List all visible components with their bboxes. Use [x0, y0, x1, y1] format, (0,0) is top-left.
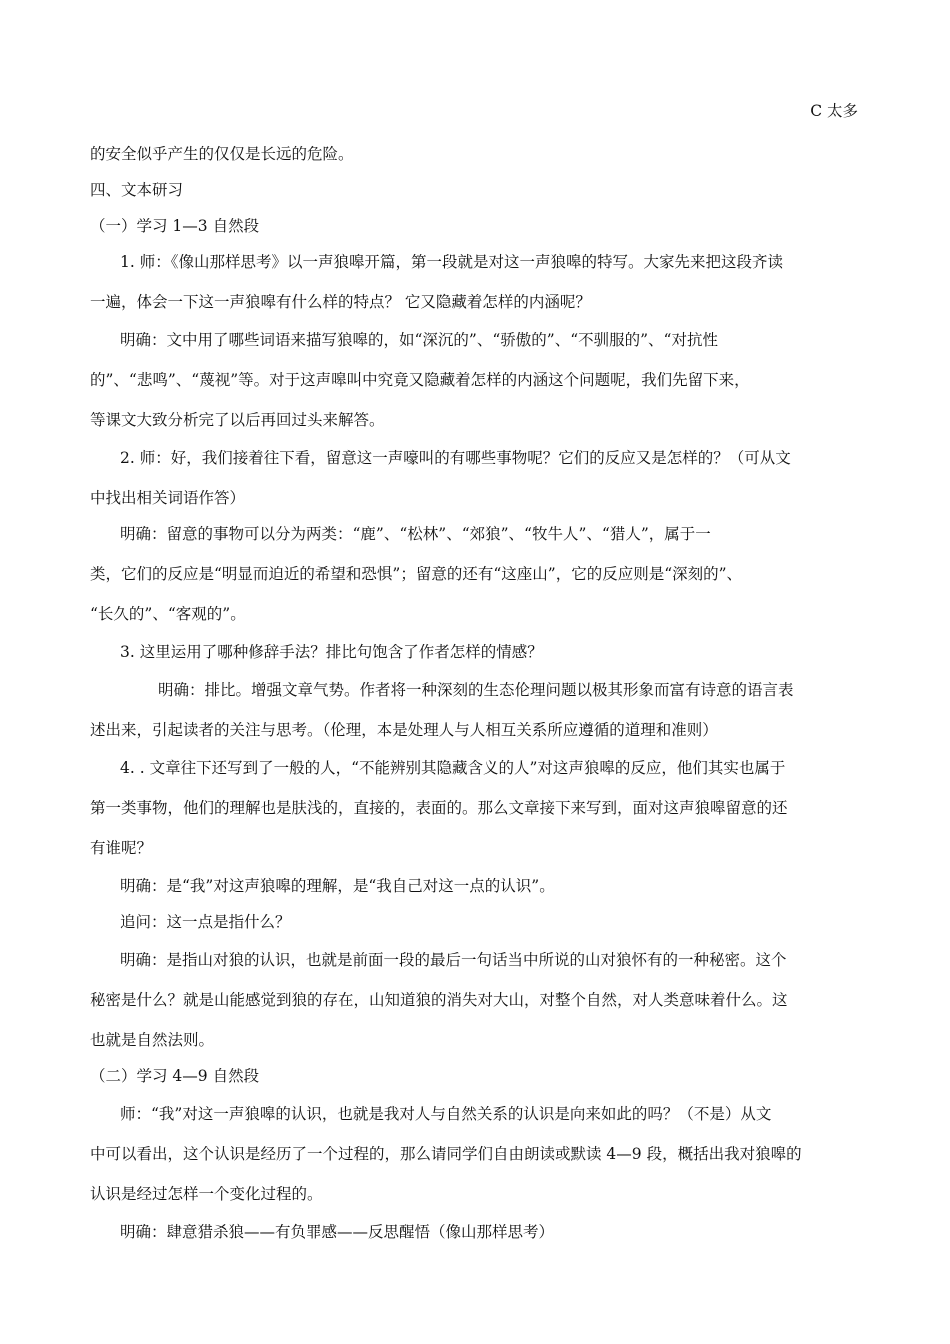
- text-line: 4. . 文章往下还写到了一般的人，“不能辨别其隐藏含义的人”对这声狼嗥的反应，他们其实也属于: [120, 759, 786, 777]
- text-line: 一遍，体会一下这一声狼嗥有什么样的特点？ 它又隐藏着怎样的内涵呢？: [90, 293, 591, 311]
- text-line: 明确：排比。增强文章气势。作者将一种深刻的生态伦理问题以极其形象而富有诗意的语言表: [158, 681, 794, 699]
- text-line: 3. 这里运用了哪种修辞手法？排比句饱含了作者怎样的情感？: [120, 643, 543, 661]
- text-line: 明确：是“我”对这声狼嗥的理解，是“我自己对这一点的认识”。: [120, 877, 555, 895]
- text-line: 2. 师：好，我们接着往下看，留意这一声嚎叫的有哪些事物呢？它们的反应又是怎样的？（可从文: [120, 449, 791, 467]
- subsection-heading: （一）学习 1—3 自然段: [90, 217, 260, 235]
- subsection-heading: （二）学习 4—9 自然段: [90, 1067, 260, 1085]
- text-line: 中找出相关词语作答）: [90, 489, 246, 507]
- text-line: 第一类事物，他们的理解也是肤浅的，直接的，表面的。那么文章接下来写到，面对这声狼嗥留意的还: [90, 799, 788, 817]
- text-line: 明确：留意的事物可以分为两类：“鹿”、“松林”、“郊狼”、“牧牛人”、“猎人”，属于一: [120, 525, 711, 543]
- text-line: 等课文大致分析完了以后再回过头来解答。: [90, 411, 385, 429]
- text-line: 中可以看出，这个认识是经历了一个过程的，那么请同学们自由朗读或默读 4—9 段，概括出我对狼嗥的: [90, 1145, 802, 1163]
- text-line: “长久的”、“客观的”。: [90, 605, 246, 623]
- text-line: 有谁呢？: [90, 839, 153, 857]
- corner-text: C 太多: [810, 102, 858, 120]
- text-line: 认识是经过怎样一个变化过程的。: [90, 1185, 323, 1203]
- text-line: 秘密是什么？就是山能感觉到狼的存在，山知道狼的消失对大山，对整个自然，对人类意味着什么。这: [90, 991, 788, 1009]
- text-line: 明确：是指山对狼的认识，也就是前面一段的最后一句话当中所说的山对狼怀有的一种秘密。这个: [120, 951, 787, 969]
- section-heading: 四、文本研习: [90, 181, 184, 199]
- text-line: 也就是自然法则。: [90, 1031, 215, 1049]
- text-line: 明确：肆意猎杀狼——有负罪感——反思醒悟（像山那样思考）: [120, 1223, 555, 1241]
- text-line: 述出来，引起读者的关注与思考。（伦理，本是处理人与人相互关系所应遵循的道理和准则）: [90, 721, 718, 739]
- text-line: 师：“我”对这一声狼嗥的认识，也就是我对人与自然关系的认识是向来如此的吗？（不是）从文: [120, 1105, 772, 1123]
- text-line: 的”、“悲鸣”、“蔑视”等。对于这声嗥叫中究竟又隐藏着怎样的内涵这个问题呢，我们先留下来，: [90, 371, 750, 389]
- text-line: 类，它们的反应是“明显而迫近的希望和恐惧”；留意的还有“这座山”，它的反应则是“深刻的”、: [90, 565, 743, 583]
- text-line: 明确：文中用了哪些词语来描写狼嗥的，如“深沉的”、“骄傲的”、“不驯服的”、“对抗性: [120, 331, 718, 349]
- text-line: 的安全似乎产生的仅仅是长远的危险。: [90, 145, 354, 163]
- text-line: 追问：这一点是指什么？: [120, 913, 291, 931]
- text-line: 1. 师：《像山那样思考》以一声狼嗥开篇，第一段就是对这一声狼嗥的特写。大家先来把这段齐读: [120, 253, 783, 271]
